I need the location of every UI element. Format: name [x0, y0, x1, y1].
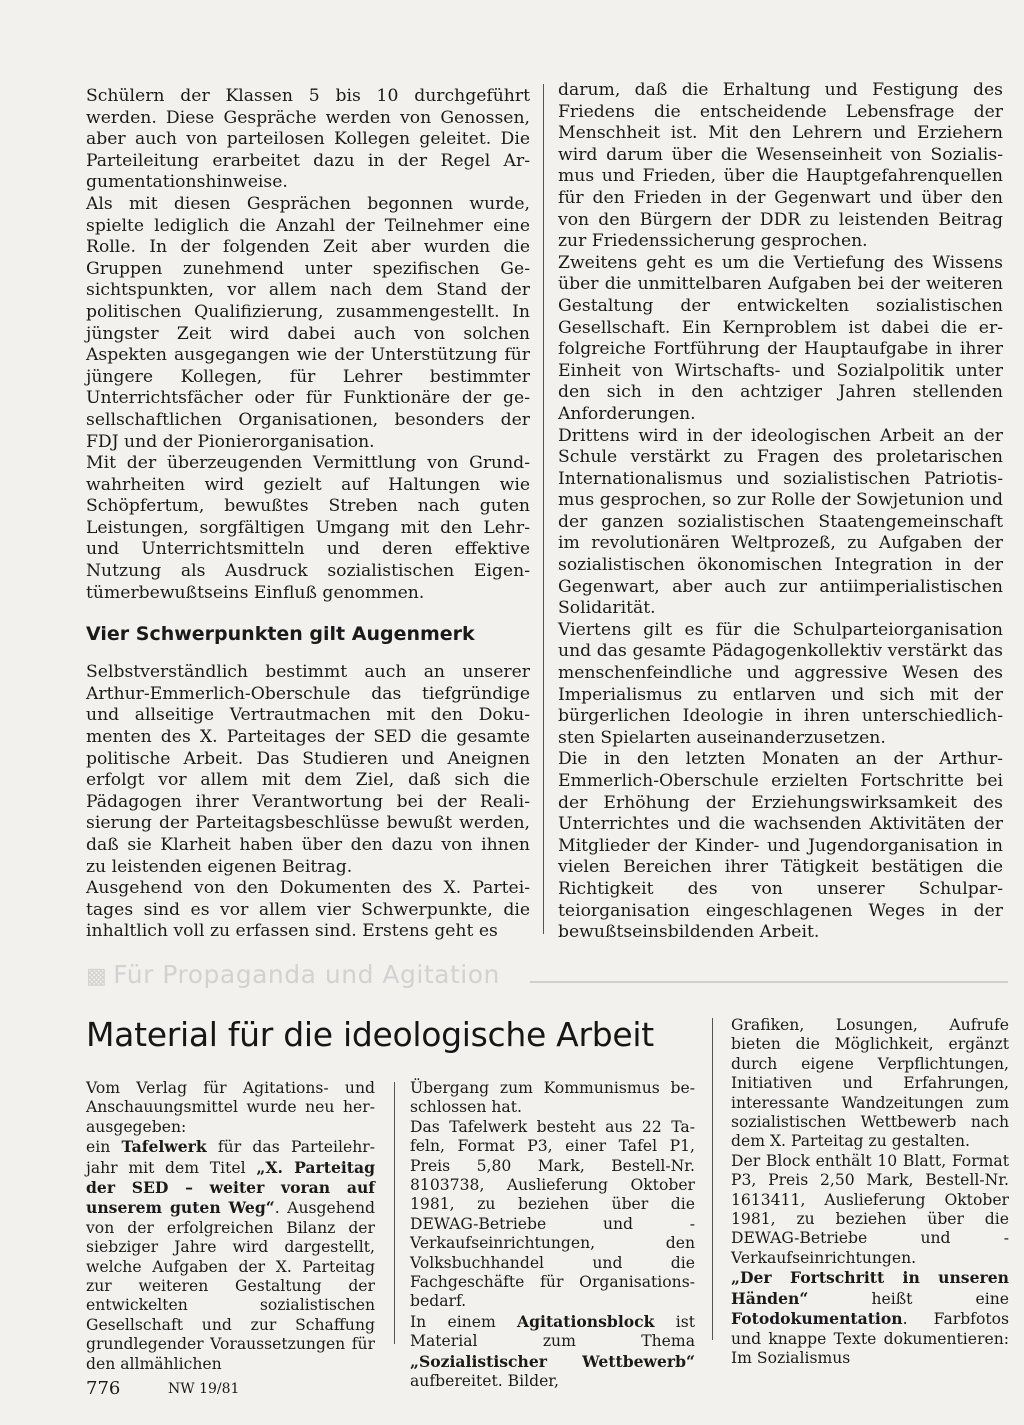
paragraph: Vom Verlag für Agitations- und Anschauungsmittel wurde neu herausgegeben: [86, 1079, 375, 1136]
bold-title: „Sozialistischer Wettbewerb“ [410, 1351, 695, 1371]
section-mark-icon: ▩ [86, 964, 108, 989]
section-label [86, 960, 500, 989]
paragraph: Der Block enthält 10 Blatt, Format P3, Preis 2,50 Mark, Bestell-Nr. 1613411, Auslieferung Oktober 1981, zu beziehen über die DEWAG-Betriebe und -Verkaufseinrichtungen. [731, 1151, 1009, 1267]
bold-title: „Der Fortschritt in unseren Händen“ [731, 1268, 1009, 1308]
paragraph: Drittens wird in der ideologischen Arbeit an der Schule verstärkt zu Fragen des proletarischen Internationalismus und sozialistischen Patriotismus gesprochen, so zur Rolle der Sowjetunion und der ganzen sozialistischen Staatengemeinschaft im revolutionären Weltprozeß, zu Aufgaben der sozialistischen ökonomischen Integration in der Gegenwart, aber auch zur antiimperialistischen Solidarität. [558, 425, 1003, 619]
article-column-1 [86, 1079, 375, 1374]
paragraph: „Der Fortschritt in unseren Händen“ heißt eine Fotodokumentation. Farbfotos und knappe Texte dokumentieren: Im Sozialismus [731, 1268, 1009, 1367]
bold-title: „X. Parteitag der SED – weiter voran auf unserem guten Weg“ [86, 1157, 375, 1218]
column-divider [712, 1018, 713, 1340]
paragraph: Zweitens geht es um die Vertiefung des Wissens über die unmittelbaren Aufgaben bei der weiteren Gestaltung der entwickelten sozialistischen Gesellschaft. Ein Kernproblem ist dabei die erfolgreiche Fortführung der Hauptaufgabe in ihrer Einheit von Wirtschafts- und Sozialpolitik unter den sich in den achtziger Jahren stellenden Anforderungen. [558, 252, 1003, 424]
left-text-column [86, 86, 530, 943]
paragraph: Als mit diesen Gesprächen begonnen wurde, spielte lediglich die Anzahl der Teilnehmer eine Rolle. In der folgenden Zeit aber wurden die Gruppen zunehmend unter spezifischen Gesichtspunkten, vor allem nach dem Stand der politischen Qualifizierung, zusammengestellt. In jüngster Zeit wird dabei auch von solchen Aspekten ausgegangen wie der Unterstützung für jüngere Kollegen, für Lehrer bestimmter Unterrichtsfächer oder für Funktionäre der gesellschaftlichen Organisationen, besonders der FDJ und der Pionierorganisation. [86, 193, 530, 452]
paragraph: Das Tafelwerk besteht aus 22 Tafeln, Format P3, einer Tafel P1, Preis 5,80 Mark, Bestell-Nr. 8103738, Auslieferung Oktober 1981, zu beziehen über die DEWAG-Betriebe und -Verkaufseinrichtungen, den Volksbuchhandel und die Fachgeschäfte für Organisationsbedarf. [410, 1117, 695, 1311]
article-headline: Material für die ideologische Arbeit [86, 1015, 654, 1054]
bold-term: Agitationsblock [517, 1311, 655, 1331]
bold-term: Fotodokumentation [731, 1309, 903, 1329]
paragraph: Selbstverständlich bestimmt auch an unserer Arthur-Emmerlich-Oberschule das tiefgründige und allseitige Vertrautmachen mit den Dokumenten des X. Parteitages der SED die gesamte politische Arbeit. Das Studieren und Aneignen erfolgt vor allem mit dem Ziel, daß sich die Pädagogen ihrer Verantwortung bei der Realisierung der Parteitagsbeschlüsse bewußt werden, daß sie Klarheit haben über den dazu von ihnen zu leistenden eigenen Beitrag. [86, 662, 530, 877]
bold-term: Tafelwerk [121, 1137, 207, 1157]
right-text-column [558, 80, 1003, 944]
issue-number: NW 19/81 [168, 1381, 240, 1397]
article-column-2 [410, 1079, 695, 1392]
paragraph: Grafiken, Losungen, Aufrufe bieten die Möglichkeit, ergänzt durch eigene Verpflichtungen, Initiativen und Erfahrungen, interessante Wandzeitungen zum sozialistischen Wettbewerb nach dem X. Parteitag zu gestalten. [731, 1016, 1009, 1151]
paragraph: ein Tafelwerk für das Parteilehrjahr mit dem Titel „X. Parteitag der SED – weiter voran auf unserem guten Weg“. Ausgehend von der erfolgreichen Bilanz der siebziger Jahre wird dargestellt, welche Aufgaben der X. Parteitag zur weiteren Gestaltung der entwickelten sozialistischen Gesellschaft und zur Schaffung grundlegender Voraussetzungen für den allmählichen [86, 1137, 375, 1373]
section-rule [530, 981, 1008, 983]
paragraph: Schülern der Klassen 5 bis 10 durchgeführt werden. Diese Gespräche werden von Genossen, aber auch von parteilosen Kollegen geleitet. Die Parteileitung erarbeitet dazu in der Regel Argumentationshinweise. [86, 86, 530, 193]
column-divider [543, 84, 544, 934]
section-label-text: Für Propaganda und Agitation [113, 960, 500, 989]
paragraph: Übergang zum Kommunismus beschlossen hat. [410, 1079, 695, 1117]
paragraph: Viertens gilt es für die Schulparteiorganisation und das gesamte Pädagogenkollektiv verstärkt das menschenfeindliche und aggressive Wesen des Imperialismus zu entlarven und sich mit der bürgerlichen Ideologie in ihren unterschiedlichsten Spielarten auseinanderzusetzen. [558, 619, 1003, 748]
paragraph: In einem Agitationsblock ist Material zum Thema „Sozialistischer Wettbewerb“ aufbereitet. Bilder, [410, 1311, 695, 1391]
section-subheading: Vier Schwerpunkten gilt Augenmerk [86, 623, 475, 646]
paragraph: darum, daß die Erhaltung und Festigung des Friedens die entscheidende Lebensfrage der Menschheit ist. Mit den Lehrern und Erziehern wird darum über die Wesenseinheit von Sozialismus und Frieden, über die Hauptgefahrenquellen für den Frieden in der Gegenwart und über den von den Bürgern der DDR zu leistenden Beitrag zur Friedenssicherung gesprochen. [558, 80, 1003, 252]
article-column-3 [731, 1016, 1009, 1368]
paragraph: Die in den letzten Monaten an der Arthur-Emmerlich-Oberschule erzielten Fortschritte bei der Erhöhung der Erziehungswirksamkeit des Unterrichtes und die wachsenden Aktivitäten der Mitglieder der Kinder- und Jugendorganisation in vielen Bereichen ihrer Tätigkeit bestätigen die Richtigkeit des von unserer Schulparteiorganisation eingeschlagenen Weges in der bewußtseinsbildenden Arbeit. [558, 749, 1003, 943]
column-divider [394, 1082, 395, 1344]
paragraph: Mit der überzeugenden Vermittlung von Grundwahrheiten wird gezielt auf Haltungen wie Schöpfertum, bewußtes Streben nach guten Leistungen, sorgfältigen Umgang mit den Lehr- und Unterrichtsmitteln und deren effektive Nutzung als Ausdruck sozialistischen Eigentümerbewußtseins Einfluß genommen. [86, 453, 530, 603]
page-number: 776 [86, 1378, 121, 1399]
paragraph: Ausgehend von den Dokumenten des X. Parteitages sind es vor allem vier Schwerpunkte, die inhaltlich voll zu erfassen sind. Erstens geht es [86, 878, 530, 942]
